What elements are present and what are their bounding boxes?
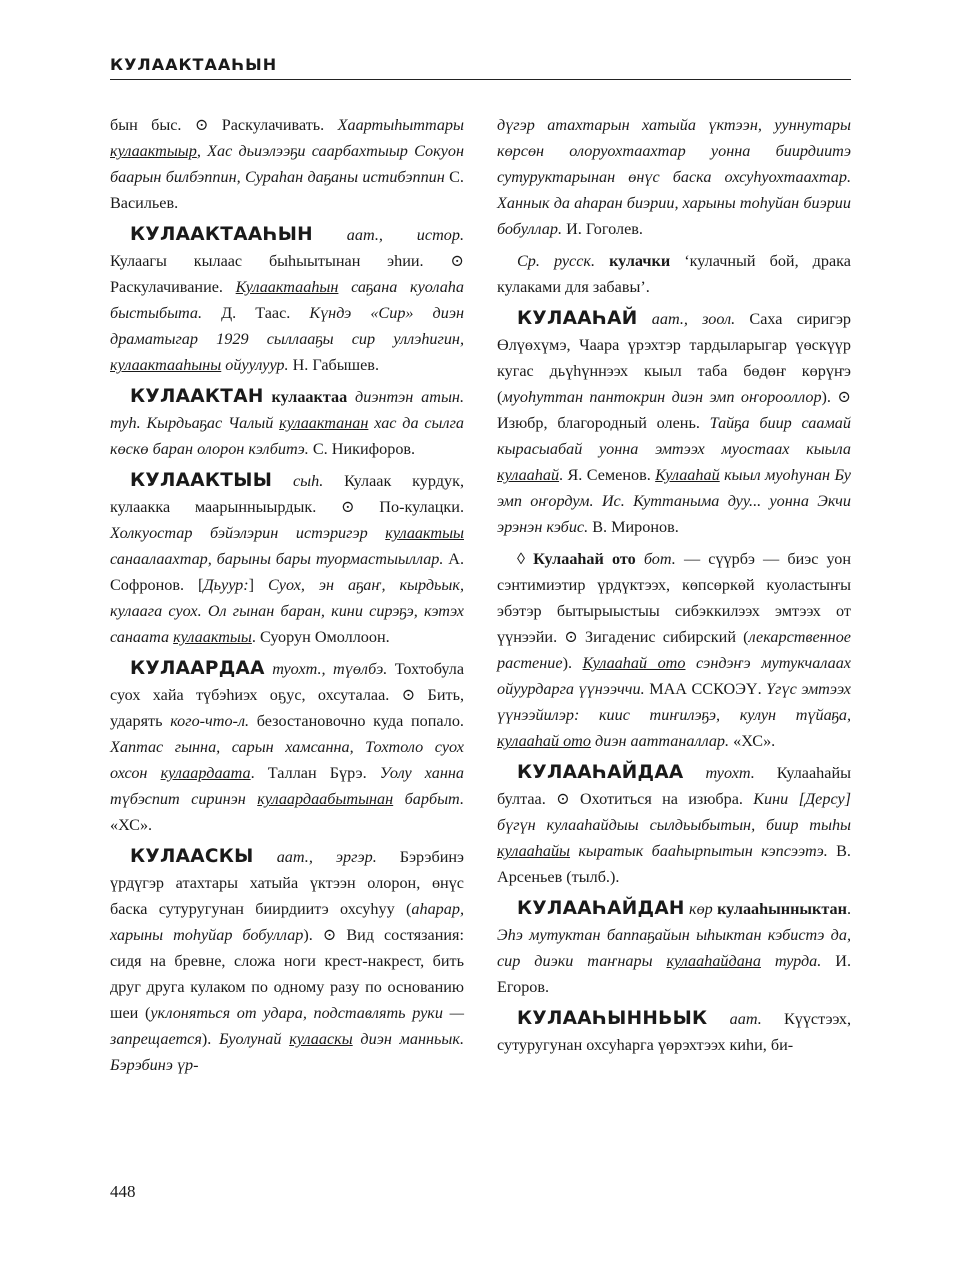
- example-text: Хаартыһыттары: [337, 116, 464, 134]
- headword: КУЛААКТЫЫ: [130, 470, 273, 491]
- example-keyword: кулааһай ото: [497, 732, 591, 750]
- example-text: муоһуттан пантокрин диэн эмп оҥорооллор: [502, 388, 822, 406]
- dictionary-entry: [497, 546, 851, 754]
- example-keyword: кулааһайы: [497, 842, 571, 860]
- definition-text: . Таллан Бүрэ.: [250, 764, 380, 782]
- example-text: дүгэр атахтарын хатыйа үктээн, ууннутары көрсөн олоруохтаахтар уонна биирдиитэ сутуруктарынан өнүс баска охсуһуохтаахтар. Ханнык да аһаран биэрии, харыны тоһуйан биэрии бобуллар.: [497, 116, 851, 238]
- headword: КУЛААРДАА: [130, 658, 265, 679]
- definition-text: ◊: [517, 550, 534, 568]
- example-keyword: кулааһайдана: [666, 952, 761, 970]
- example-text: хас да сылга көскө баран олорон кэлбитэ.: [110, 414, 464, 458]
- example-text: Ср. русск.: [517, 252, 596, 270]
- example-keyword: кулаактыыр: [110, 142, 197, 160]
- headword: КУЛААҺЫННЬЫК: [517, 1008, 708, 1029]
- example-keyword: кулаардаата: [160, 764, 251, 782]
- definition-text: ‘кулачный бой, драка кулаками для забавы’.: [497, 252, 851, 296]
- example-keyword: кулааскы: [289, 1030, 353, 1048]
- entry-continuation: [497, 112, 851, 242]
- definition-text: Д. Таас.: [202, 304, 310, 322]
- example-text: Дьуур:: [203, 576, 249, 594]
- example-keyword: кулаардаабытынан: [257, 790, 394, 808]
- grammar-label: аат., зоол.: [637, 310, 736, 328]
- example-keyword: кулаактыы: [173, 628, 252, 646]
- example-keyword: Кулааһай ото: [582, 654, 686, 672]
- grammar-label: диэнтэн атын. туһ.: [110, 388, 464, 432]
- definition-text: безостановочно куда попало.: [249, 712, 464, 730]
- example-text: турда.: [760, 952, 822, 970]
- example-text: санаалаахтар, барыны бары туормастыыллар.: [110, 550, 444, 568]
- example-text: Холкуостар бэйэлэрин истэригэр: [110, 524, 386, 542]
- dictionary-entry: [110, 222, 464, 378]
- dictionary-entry: [497, 760, 851, 890]
- definition-text: — сүүрбэ — биэс уон сэнтимиэтир үрдүктээх, көпсөркөй куоластыҥы эбэтэр бытырыыстыы сибэккилээх эмтээх от үүнээйи. ⊙ Зигаденис сибирский (: [497, 550, 851, 646]
- example-text: ойуулуур.: [221, 356, 289, 374]
- example-text: барбыт.: [393, 790, 464, 808]
- dictionary-entry: [110, 656, 464, 838]
- definition-text: Күүстээх, сутуругунан охсуһарга үөрэхтээх киһи, би-: [497, 1010, 851, 1054]
- right-column: [497, 112, 851, 1064]
- dictionary-entry: [110, 468, 464, 650]
- dictionary-entry: [110, 384, 464, 462]
- example-text: диэн манньык. Бэрэбинэ үр-: [110, 1030, 464, 1074]
- definition-text: МАА ССКОЭҮ.: [644, 680, 767, 698]
- definition-text: Н. Габышев.: [288, 356, 379, 374]
- example-text: саҕана куолаһа быстыбыта.: [110, 278, 464, 322]
- example-text: Үгүс эмтээх үүнээйилэр: киис тиҥилэҕэ, кулун түйаҕа,: [497, 680, 851, 724]
- example-keyword: Кулааһай: [655, 466, 720, 484]
- example-keyword: кулааһай: [497, 466, 560, 484]
- dictionary-entry: [497, 1006, 851, 1058]
- grammar-label: көр: [684, 900, 713, 918]
- grammar-label: туохт., түөлбэ.: [264, 660, 388, 678]
- dictionary-entry: [497, 896, 851, 1000]
- dictionary-entry: [110, 844, 464, 1078]
- definition-text: Кулаак курдук, кулаакка маарынныырдык. ⊙ По-кулацки.: [110, 472, 464, 516]
- definition-text: ). ⊙ Вид состязания: сидя на бревне, сложа ноги крест-накрест, бить друг друга кулаком по одному разу по основанию шеи (: [110, 926, 465, 1022]
- definition-text: И. Егоров.: [497, 952, 851, 996]
- running-head: КУЛААКТААҺЫН: [110, 55, 278, 74]
- header-rule: [110, 79, 851, 80]
- headword: КУЛААҺАЙДАН: [517, 898, 685, 919]
- definition-text: Кулаагы кылаас быһыытынан эһии. ⊙ Раскулачивание.: [110, 252, 464, 296]
- definition-text: ]: [248, 576, 268, 594]
- definition-text: С. Васильев.: [110, 168, 464, 212]
- example-text: аһарар, харыны тоһуйар бобуллар: [110, 900, 464, 944]
- example-text: Хаптас гынна, сарын хамсанна, Тохтоло суох охсон: [110, 738, 464, 782]
- definition-text: Саха сиригэр Өлүөхүмэ, Чаара үрэхтэр тардыларыгар үөскүүр кугас дьүһүннээх кыыл таба бөдөҥ көрүҥэ (: [497, 310, 851, 406]
- example-text: кыыл муоһунан Бу эмп оҥордум. Ис. Куттаныма дуу... уонна Экчи эрэнэн кэбис.: [497, 466, 851, 536]
- grammar-label: аат., истор.: [312, 226, 464, 244]
- grammar-label: сыһ.: [272, 472, 324, 490]
- definition-text: . Суорун Омоллоон.: [251, 628, 390, 646]
- definition-text: Тохтобула суох хайа түбэһиэх оҕус, охсуталаа. ⊙ Бить, ударять: [110, 660, 464, 730]
- definition-text: В. Миронов.: [588, 518, 679, 536]
- example-text: Буолунай: [219, 1030, 290, 1048]
- definition-text: А. Софронов. [: [110, 550, 464, 594]
- headword: КУЛААҺАЙ: [517, 308, 638, 329]
- left-column: [110, 112, 464, 1084]
- example-text: Кини [Дерсу] бүгүн кулааһайдыы сылдьыбытын, биир тыһы: [497, 790, 852, 834]
- definition-text: «ХС».: [729, 732, 776, 750]
- dictionary-entry: [497, 306, 851, 540]
- example-text: Кырдьаҕас Чалый: [140, 414, 280, 432]
- grammar-label: аат., эргэр.: [253, 848, 377, 866]
- definition-text: И. Гоголев.: [562, 220, 643, 238]
- grammar-label: бот.: [635, 550, 676, 568]
- grammar-label: аат.: [707, 1010, 762, 1028]
- example-text: уклоняться от удара, подставлять руки — запрещается: [110, 1004, 465, 1048]
- example-text: Суох, эн аҕаҥ, кырдьык, кулаага суох. Ол гынан баран, кини сирэҕэ, кэтэх санаата: [110, 576, 464, 646]
- definition-text: ). ⊙ Изюбр, благородный олень.: [497, 388, 851, 432]
- example-text: Эһэ мутуктан баппаҕайын ыһыктан кэбистэ да, сир диэки таҥнары: [497, 926, 851, 970]
- etymology-note: [497, 248, 851, 300]
- sub-headword: кулаактаа: [263, 388, 348, 406]
- definition-text: бын быс. ⊙ Раскулачивать.: [110, 116, 338, 134]
- definition-text: ).: [201, 1030, 220, 1048]
- definition-text: С. Никифоров.: [308, 440, 416, 458]
- headword: КУЛААҺАЙДАА: [517, 762, 684, 783]
- example-text: Тайҕа биир саамай кырасыабай уонна эмтээх муостаах кыыла: [497, 414, 851, 458]
- example-text: Күндэ «Сир» диэн драматыгар 1929 сыллааҕы сир уллэһигин,: [110, 304, 464, 348]
- sub-headword: кулааһынныктан: [712, 900, 847, 918]
- headword: КУЛААКТАН: [130, 386, 264, 407]
- definition-text: .: [846, 900, 852, 918]
- page-number: 448: [110, 1182, 136, 1201]
- example-keyword: кулаактыы: [385, 524, 464, 542]
- definition-text: Кулааһайы бултаа. ⊙ Охотиться на изюбра.: [497, 764, 851, 808]
- definition-text: В. Арсеньев (тылб.).: [497, 842, 851, 886]
- example-text: сэндэҥэ мутукчалаах ойуурдарга үүнээччи.: [497, 654, 851, 698]
- example-text: Уолу ханна түбэспит сиринэн: [110, 764, 464, 808]
- example-keyword: Кулаактааһын: [235, 278, 339, 296]
- example-text: , Хас дьиэлээҕи саарбахтыыр Сокуон баарын билбэппин, Сураһан даҕаны истибэппин: [110, 142, 464, 186]
- headword: КУЛААКТААҺЫН: [130, 224, 313, 245]
- example-text: лекарственное растение: [497, 628, 851, 672]
- sub-headword: Кулааһай ото: [533, 550, 636, 568]
- headword: КУЛААСКЫ: [130, 846, 254, 867]
- definition-text: «ХС».: [110, 816, 153, 834]
- example-text: диэн ааттаналлар.: [590, 732, 730, 750]
- example-text: кого-что-л.: [170, 712, 250, 730]
- definition-text: ).: [562, 654, 583, 672]
- definition-text: . Я. Семенов.: [559, 466, 656, 484]
- definition-text: Бэрэбинэ үрдүгэр атахтары хатыйа үктээн олорон, өнүс баска сутуругунан биирдиитэ охсуһуу (: [110, 848, 464, 918]
- sub-headword: кулачки: [595, 252, 671, 270]
- example-text: кыратык бааһырпытын кэпсээтэ.: [570, 842, 828, 860]
- example-keyword: кулаактааһыны: [110, 356, 222, 374]
- example-keyword: кулаактанан: [279, 414, 369, 432]
- grammar-label: туохт.: [683, 764, 755, 782]
- entry-continuation: [110, 112, 464, 216]
